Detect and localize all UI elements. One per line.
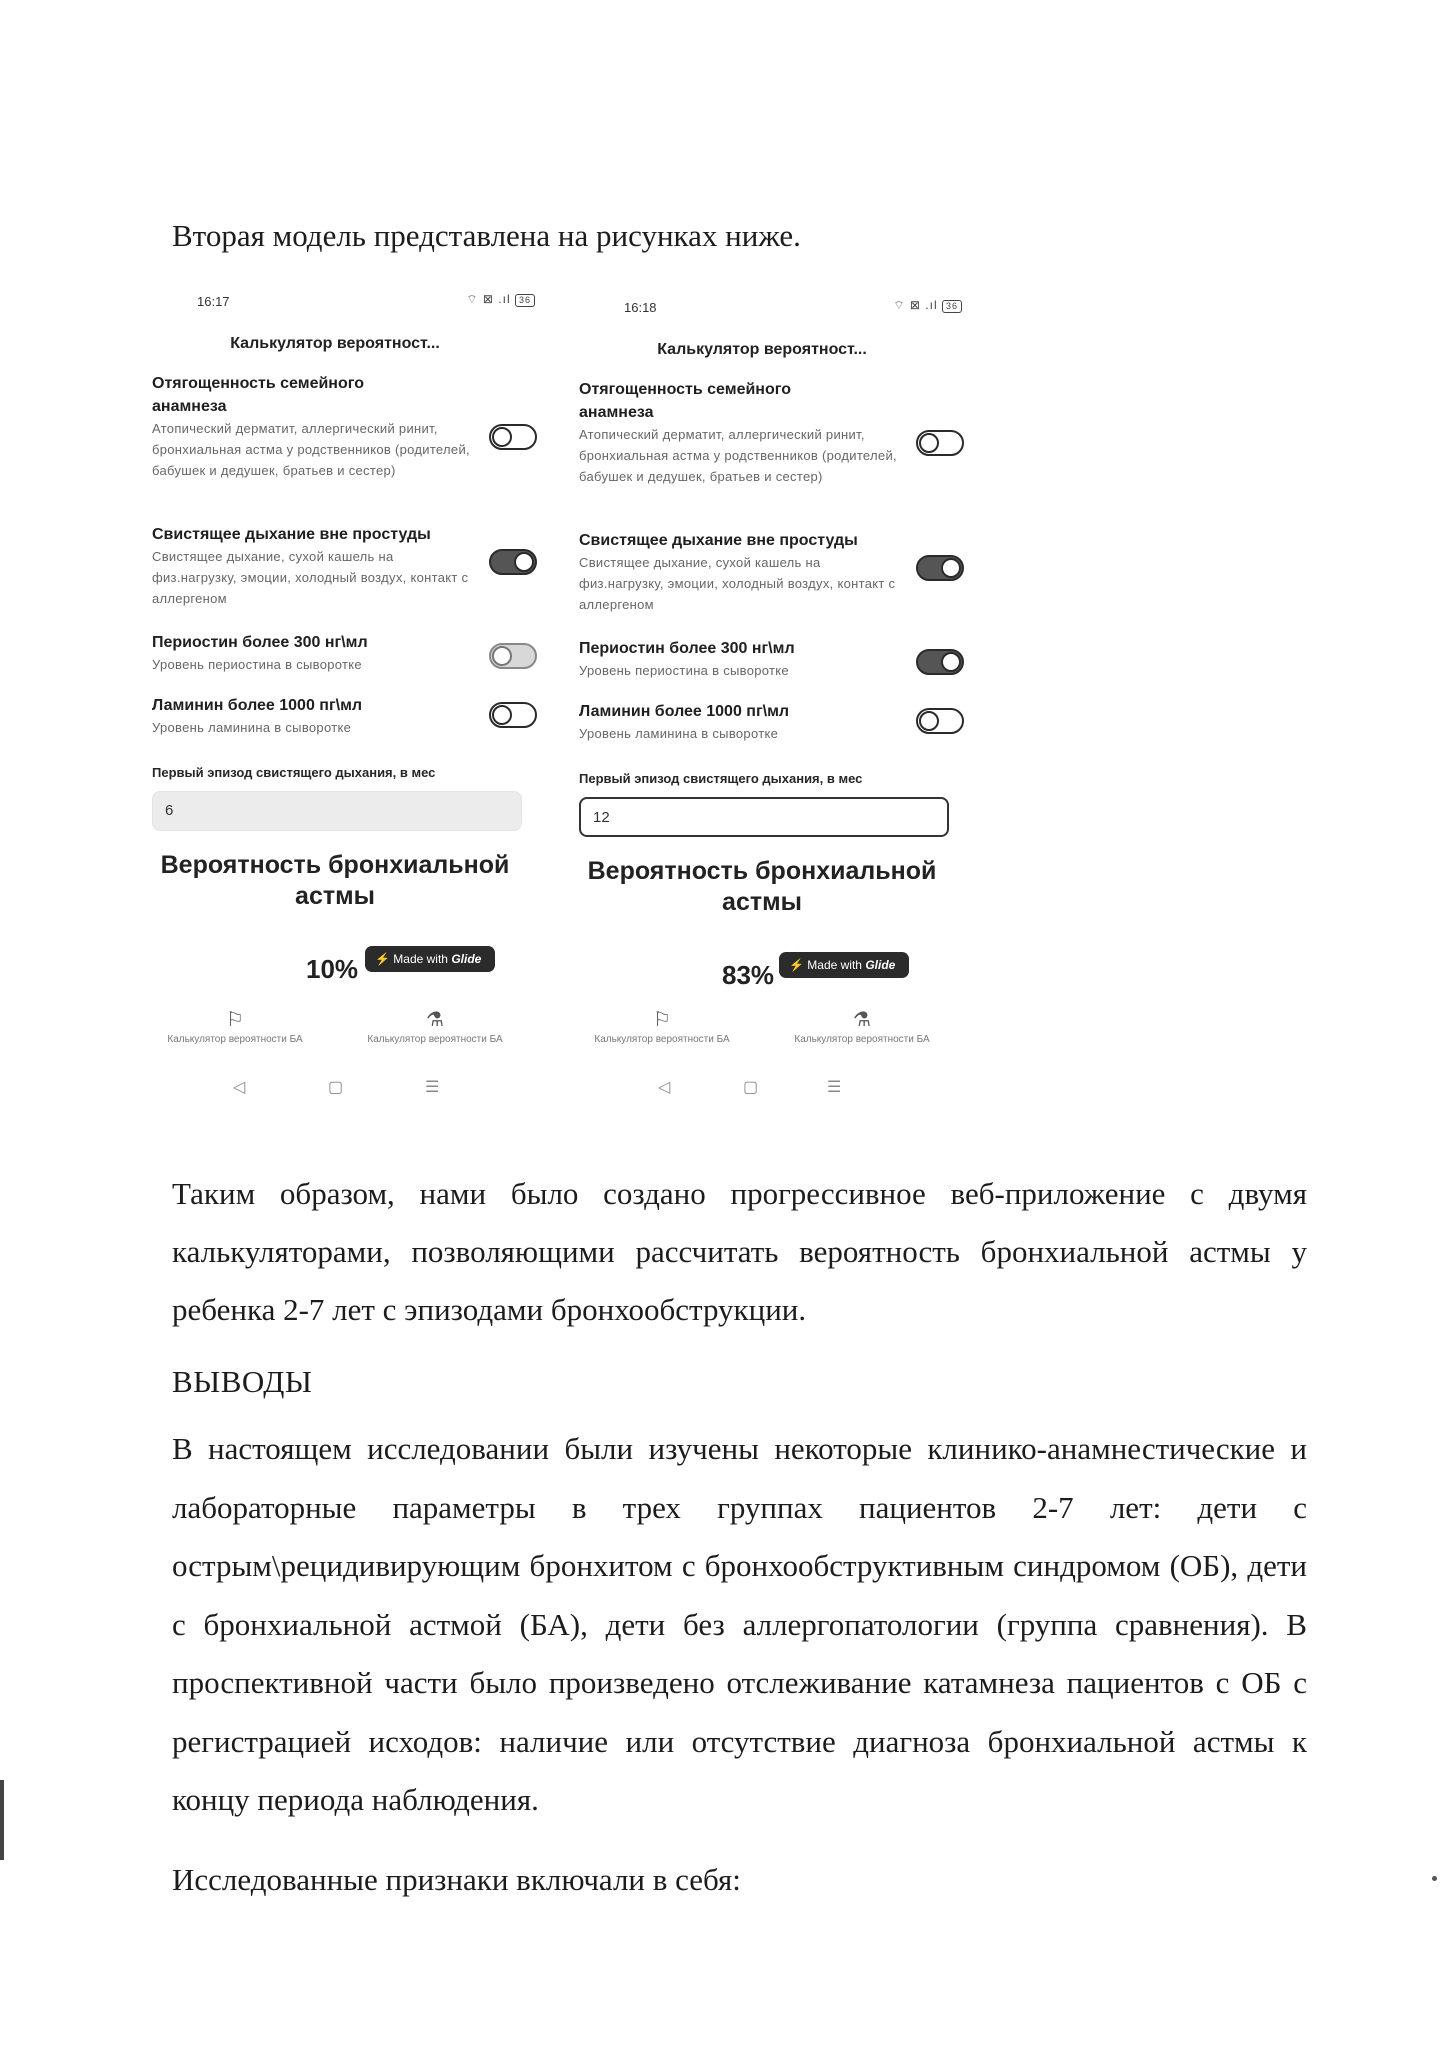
status-time: 16:17 xyxy=(197,294,230,309)
tab-calculator-2[interactable] xyxy=(335,1007,535,1045)
row-title: Свистящее дыхание вне простуды xyxy=(579,532,858,549)
row-laminin xyxy=(152,694,537,738)
signal-wifi-icons: ⌔ ⊠ .ıl 36 xyxy=(893,298,962,313)
home-icon[interactable]: ▢ xyxy=(328,1079,344,1096)
row-description: Уровень ламинина в сыворотке xyxy=(579,726,779,741)
flask-icon: ⚗ xyxy=(426,1009,444,1031)
menu-icon[interactable]: ☰ xyxy=(425,1079,440,1096)
row-title: Ламинин более 1000 пг\мл xyxy=(152,697,363,714)
row-title: Отягощенность семейного анамнеза xyxy=(579,381,791,421)
row-title: Отягощенность семейного анамнеза xyxy=(152,375,364,415)
periostin-toggle[interactable] xyxy=(916,649,964,675)
tab-calculator-1[interactable] xyxy=(135,1007,335,1045)
made-with-glide-badge[interactable]: ⚡ Made with Glide xyxy=(365,946,495,972)
row-title: Периостин более 300 нг\мл xyxy=(579,640,795,657)
row-description: Уровень периостина в сыворотке xyxy=(579,663,789,678)
result-title: Вероятность бронхиальной астмы xyxy=(160,851,510,910)
intro-text: Вторая модель представлена на рисунках ниже. xyxy=(172,218,801,253)
tab-calculator-2[interactable] xyxy=(762,1007,962,1045)
app-screenshot-right xyxy=(562,296,962,1126)
row-periostin xyxy=(579,637,964,681)
tab-label: Калькулятор вероятности БА xyxy=(594,1034,730,1045)
paragraph-features: Исследованные признаки включали в себя: xyxy=(172,1862,741,1897)
made-with-glide-badge[interactable]: ⚡ Made with Glide xyxy=(779,952,909,978)
periostin-toggle[interactable] xyxy=(489,643,537,669)
row-title: Свистящее дыхание вне простуды xyxy=(152,526,431,543)
scan-dot xyxy=(1432,1876,1437,1881)
section-heading: ВЫВОДЫ xyxy=(172,1364,313,1399)
row-title: Ламинин более 1000 пг\мл xyxy=(579,703,790,720)
paragraph-findings: В настоящем исследовании были изучены некоторые клинико-анамнестические и лабораторные параметры в трех группах пациентов 2-7 лет: дети с острым\рецидивирующим бронхитом с бронхообструктивным синдромом (ОБ), дети с бронхиальной астмой (БА), дети без аллергопатологии (группа сравнения). В проспективной части было произведено отслеживание катамнеза пациентов с ОБ с регистрацией исходов: наличие или отсутствие диагноза бронхиальной астмы к концу периода наблюдения. xyxy=(172,1431,1307,1817)
home-icon[interactable]: ▢ xyxy=(743,1079,759,1096)
back-icon[interactable]: ◁ xyxy=(233,1079,246,1096)
status-bar xyxy=(135,290,535,314)
signal-wifi-icons: ⌔ ⊠ .ıl 36 xyxy=(466,292,535,307)
app-screenshot-left xyxy=(135,290,535,1120)
row-description: Свистящее дыхание, сухой кашель на физ.нагрузку, эмоции, холодный воздух, контакт с аллергеном xyxy=(152,549,469,606)
first-episode-label: Первый эпизод свистящего дыхания, в мес xyxy=(152,765,436,780)
tab-label: Калькулятор вероятности БА xyxy=(794,1034,930,1045)
app-title: Калькулятор вероятност... xyxy=(657,341,867,358)
row-description: Свистящее дыхание, сухой кашель на физ.нагрузку, эмоции, холодный воздух, контакт с аллергеном xyxy=(579,555,896,612)
scan-edge-mark xyxy=(0,1780,4,1860)
wheezing-toggle[interactable] xyxy=(916,555,964,581)
flag-icon: ⚐ xyxy=(653,1009,671,1031)
row-title: Периостин более 300 нг\мл xyxy=(152,634,368,651)
status-bar xyxy=(562,296,962,320)
laminin-toggle[interactable] xyxy=(916,708,964,734)
result-title: Вероятность бронхиальной астмы xyxy=(587,857,937,916)
back-icon[interactable]: ◁ xyxy=(658,1079,671,1096)
row-description: Уровень периостина в сыворотке xyxy=(152,657,362,672)
tab-label: Калькулятор вероятности БА xyxy=(167,1034,303,1045)
row-family-history xyxy=(152,372,537,481)
first-episode-input[interactable]: 6 xyxy=(152,791,522,831)
tab-calculator-1[interactable] xyxy=(562,1007,762,1045)
row-description: Атопический дерматит, аллергический ринит, бронхиальная астма у родственников (родителей, бабушек и дедушек, братьев и сестер) xyxy=(152,421,470,478)
family-history-toggle[interactable] xyxy=(489,424,537,450)
menu-icon[interactable]: ☰ xyxy=(827,1079,842,1096)
row-periostin xyxy=(152,631,537,675)
flag-icon: ⚐ xyxy=(226,1009,244,1031)
battery-icon: 36 xyxy=(942,300,962,313)
paragraph-conclusion: Таким образом, нами было создано прогрессивное веб-приложение с двумя калькуляторами, позволяющими рассчитать вероятность бронхиальной астмы у ребенка 2-7 лет с эпизодами бронхообструкции. xyxy=(172,1176,1307,1327)
tab-label: Калькулятор вероятности БА xyxy=(367,1034,503,1045)
row-description: Уровень ламинина в сыворотке xyxy=(152,720,352,735)
row-family-history xyxy=(579,378,964,487)
flask-icon: ⚗ xyxy=(853,1009,871,1031)
result-value: 83% xyxy=(722,960,775,990)
status-time: 16:18 xyxy=(624,300,657,315)
row-description: Атопический дерматит, аллергический ринит, бронхиальная астма у родственников (родителей, бабушек и дедушек, братьев и сестер) xyxy=(579,427,897,484)
wheezing-toggle[interactable] xyxy=(489,549,537,575)
battery-icon: 36 xyxy=(515,294,535,307)
row-wheezing xyxy=(152,523,537,609)
first-episode-input[interactable]: 12 xyxy=(579,797,949,837)
app-title: Калькулятор вероятност... xyxy=(230,335,440,352)
first-episode-label: Первый эпизод свистящего дыхания, в мес xyxy=(579,771,863,786)
row-wheezing xyxy=(579,529,964,615)
laminin-toggle[interactable] xyxy=(489,702,537,728)
family-history-toggle[interactable] xyxy=(916,430,964,456)
result-value: 10% xyxy=(306,954,359,984)
row-laminin xyxy=(579,700,964,744)
